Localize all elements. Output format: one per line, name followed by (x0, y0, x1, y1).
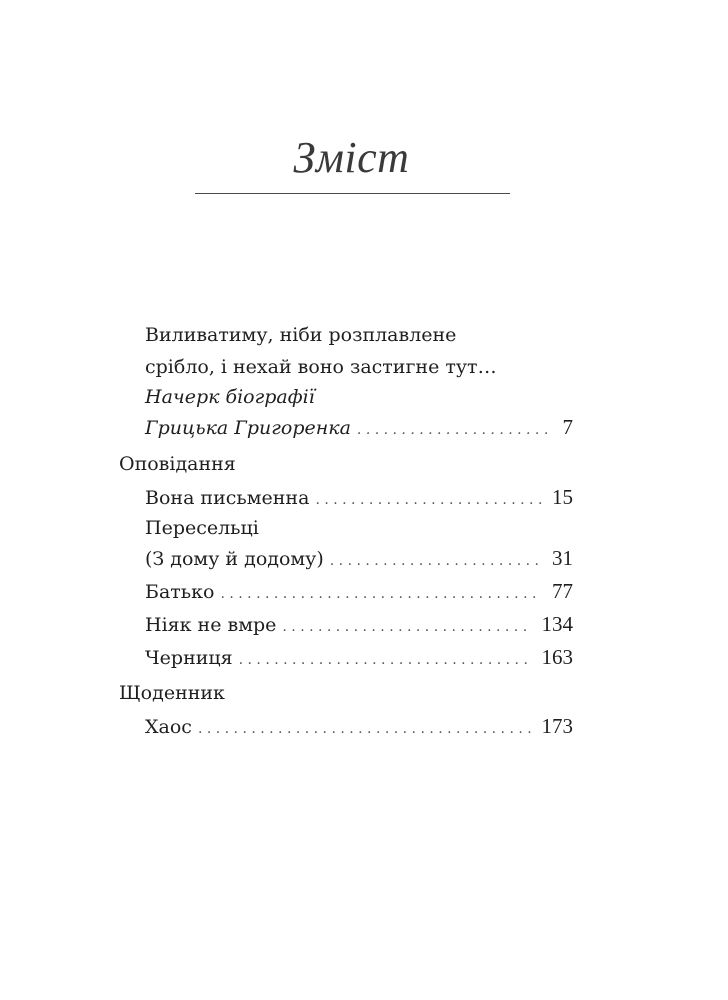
toc-entry-intro[interactable] (145, 414, 573, 440)
dot-leader (357, 417, 553, 443)
section-heading-diary: Щоденник (119, 682, 225, 704)
dot-leader (198, 716, 532, 742)
toc-entry-page: 7 (562, 415, 573, 439)
toc-entry-page: 31 (552, 546, 573, 570)
dot-leader (315, 487, 542, 513)
toc-entry-label: (З дому й додому) (145, 548, 324, 570)
toc-entry-page: 15 (552, 485, 573, 509)
toc-entry[interactable] (145, 484, 573, 510)
toc-entry-label: Черниця (145, 647, 233, 669)
title-rule (195, 193, 510, 194)
toc-entry-page: 134 (541, 612, 573, 636)
toc-entry-label-line-1: Пересельці (145, 517, 259, 539)
intro-title-line-2: срібло, і нехай воно застигне тут… (145, 356, 497, 378)
dot-leader (220, 581, 542, 607)
dot-leader (330, 548, 542, 574)
toc-entry-page: 163 (541, 645, 573, 669)
toc-entry-label: Вона письменна (145, 487, 310, 509)
toc-entry-label: Хаос (145, 716, 192, 738)
toc-entry-page: 77 (552, 579, 573, 603)
toc-entry-page: 173 (541, 714, 573, 738)
toc-entry[interactable] (145, 713, 573, 739)
toc-entry-label: Грицька Григоренка (145, 417, 351, 439)
toc-entry[interactable] (145, 611, 573, 637)
toc-entry-label: Батько (145, 581, 215, 603)
intro-subtitle-line-1: Начерк біографії (145, 386, 315, 408)
toc-entry[interactable] (145, 578, 573, 604)
intro-title-line-1: Виливатиму, ніби розплавлене (145, 324, 457, 346)
section-heading-stories: Оповідання (119, 453, 236, 475)
toc-entry[interactable] (145, 644, 573, 670)
toc-entry-label: Ніяк не вмре (145, 614, 277, 636)
toc-entry[interactable] (145, 545, 573, 571)
dot-leader (239, 647, 532, 673)
dot-leader (282, 614, 531, 640)
page-title: Зміст (293, 133, 410, 182)
